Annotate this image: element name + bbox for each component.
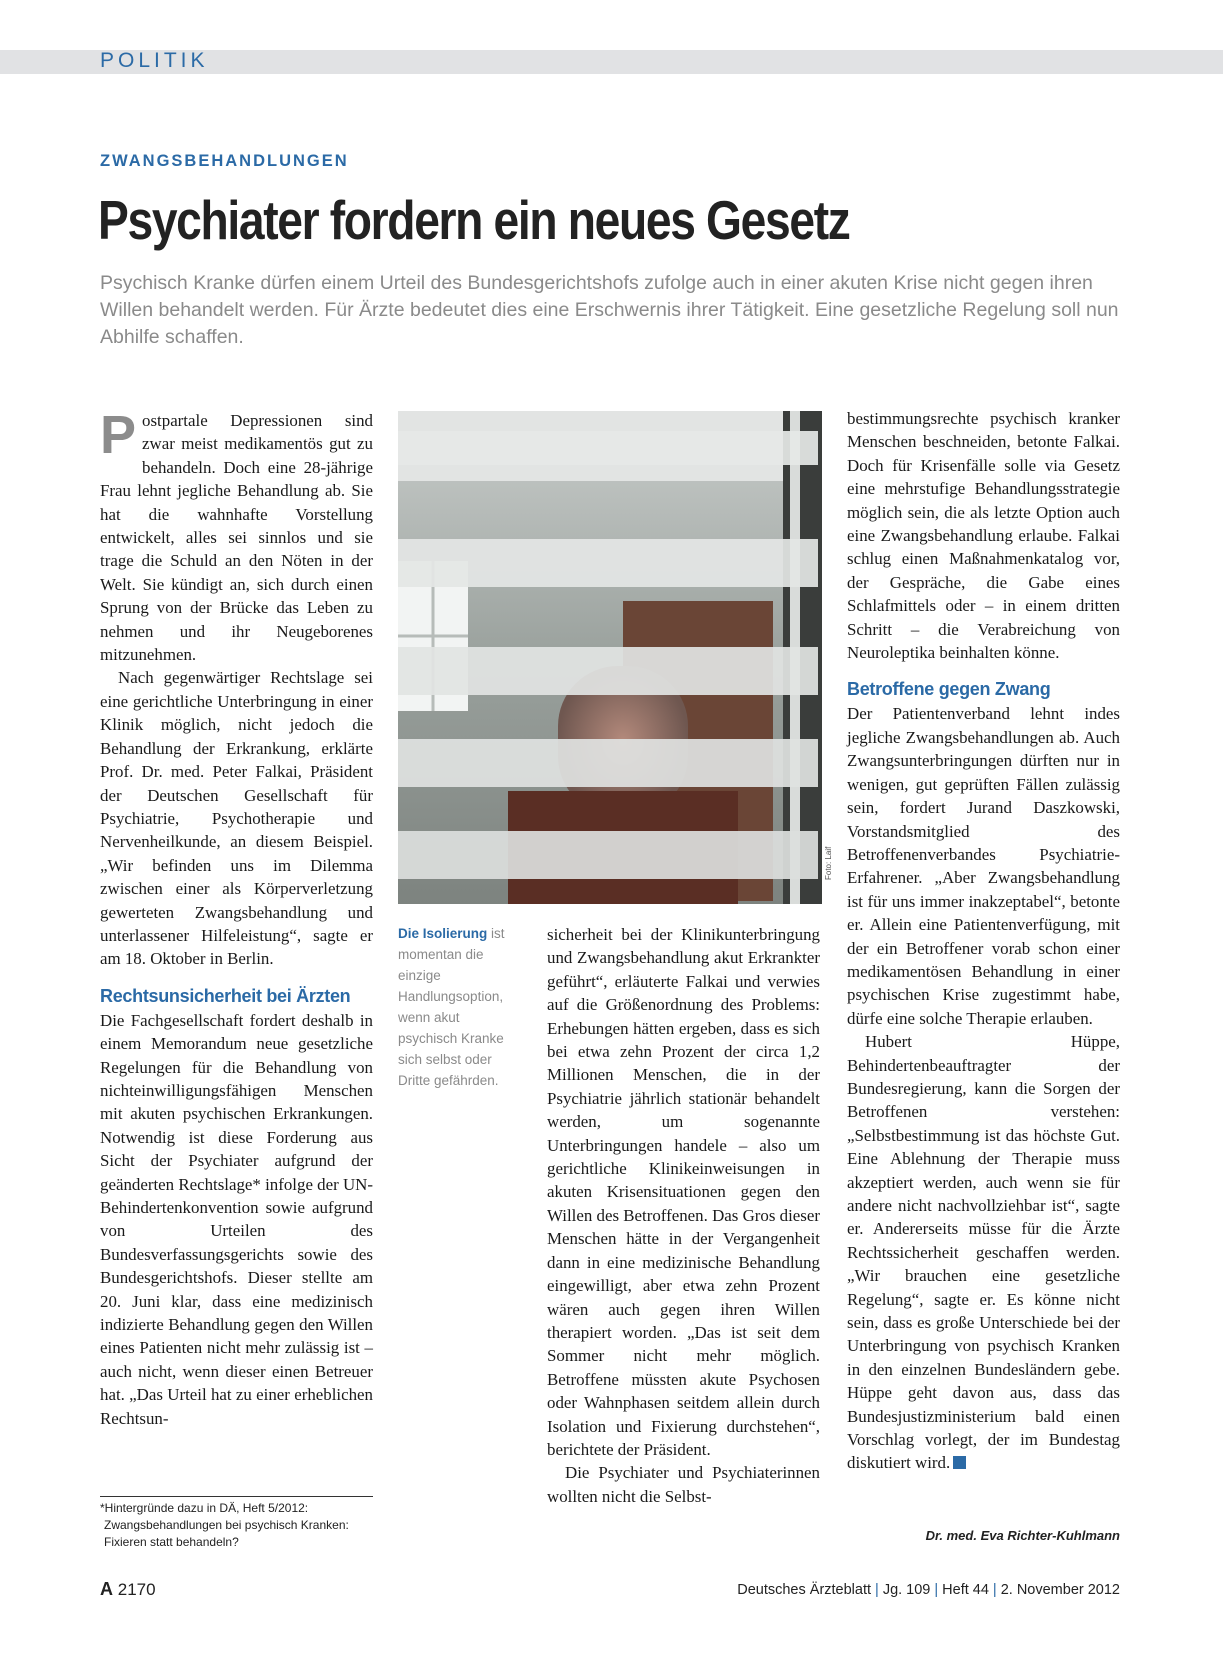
- drop-cap: P: [100, 405, 137, 465]
- journal-volume: Jg. 109: [882, 1582, 931, 1598]
- journal-issue: Heft 44: [942, 1582, 989, 1598]
- page-prefix: A: [100, 1579, 113, 1599]
- article-column-3: [847, 407, 1120, 1475]
- end-mark-icon: [953, 1456, 966, 1469]
- subheading: Betroffene gegen Zwang: [847, 679, 1051, 700]
- paragraph: [847, 1030, 1120, 1475]
- paragraph: [100, 405, 373, 666]
- footnote-line: Zwangsbehandlungen bei psychisch Kranken:: [104, 1518, 349, 1532]
- section-rubric: POLITIK: [100, 49, 209, 72]
- page-number-value: 2170: [117, 1580, 156, 1599]
- footnote-line: *Hintergründe dazu in DÄ, Heft 5/2012:: [100, 1501, 309, 1515]
- footnote: [100, 1500, 380, 1551]
- page-number: [100, 1579, 156, 1600]
- footnote-divider: [100, 1496, 373, 1497]
- article-headline: Psychiater fordern ein neues Gesetz: [98, 189, 850, 251]
- paragraph: sicherheit bei der Klinikunterbringung und Zwangsbehandlung akut Erkrankter geführt“, erläuterte Falkai und verwies auf die Größenordnung des Problems: Erhebungen hätten ergeben, dass es sich bei etwa zehn Prozent der circa 1,2 Millionen Menschen, die in der Psychiatrie jährlich stationär behandelt werden, um sogenannte Unterbringungen handele – also um gerichtliche Klinikeinweisungen in akuten Krisensituationen gegen den Willen des Betroffenen. Das Gros dieser Menschen hätte in der Vergangenheit dann in eine medizinische Behandlung eingewilligt, aber etwa zehn Prozent wären auch gegen ihren Willen therapiert worden. „Das ist seit dem Sommer nicht mehr möglich. Betroffene müssten akute Psychosen oder Wahnphasen seitdem allein durch Isolation und Fixierung durchstehen“, berichtete der Präsident.: [547, 925, 820, 1459]
- paragraph: Nach gegenwärtiger Rechtslage sei eine gerichtliche Unterbringung in einer Klinik möglich, nicht jedoch die Behandlung der Erkrankung, erklärte Prof. Dr. med. Peter Falkai, Präsident der Deutschen Gesellschaft für Psychiatrie, Psychotherapie und Nervenheilkunde, an diesem Beispiel. „Wir befinden uns im Dilemma zwischen einer als Körperverletzung gewerteten Zwangsbehandlung und unterlassener Hilfeleistung“, sagte er am 18. Oktober in Berlin.: [100, 668, 373, 969]
- article-column-2: [547, 923, 820, 1508]
- paragraph-text: ostpartale Depressionen sind zwar meist medikamentös gut zu behandeln. Doch eine 28-jährige Frau lehnt jegliche Behandlung ab. Sie hat die wahnhafte Vorstellung entwickelt, alles sei sinnlos und sie trage die Schuld an den Nöten in der Welt. Sie kündigt an, sich durch einen Sprung von der Brücke das Leben zu nehmen und ihr Neugeborenes mitzunehmen.: [100, 411, 373, 665]
- subheading: Rechtsunsicherheit bei Ärzten: [100, 985, 351, 1006]
- article-photo: [398, 411, 822, 904]
- journal-name: Deutsches Ärzteblatt: [737, 1582, 872, 1598]
- paragraph: Der Patientenverband lehnt indes jegliche Zwangsbehandlungen ab. Auch Zwangsunterbringungen dürften nur in wenigen, gut geprüften Fällen zulässig sein, fordert Jurand Daszkowski, Vorstandsmitglied des Betroffenenverbandes Psychiatrie-Erfahrener. „Aber Zwangsbehandlung ist für uns immer inakzeptabel“, betonte er. Allein eine Patientenverfügung, mit der ein Betroffener vorab schon einer medikamentösen Behandlung in einer psychischen Krise zugestimmt habe, dürfe eine solche Therapie erlauben.: [847, 704, 1120, 1028]
- article-kicker: ZWANGSBEHANDLUNGEN: [100, 152, 349, 170]
- photo-credit: Foto: Laif: [824, 846, 833, 880]
- journal-imprint: [737, 1582, 1120, 1598]
- paragraph: Die Psychiater und Psychiaterinnen wollten nicht die Selbst-: [547, 1463, 820, 1506]
- journal-date: 2. November 2012: [1000, 1582, 1120, 1598]
- paragraph-text: Hubert Hüppe, Behindertenbeauftragter der Bundesregierung, kann die Sorgen der Betroffenen verstehen: „Selbstbestimmung ist das höchste Gut. Eine Ablehnung der Therapie muss akzeptiert werden, auch wenn sie für andere nicht nachvollziehbar ist“, sagte er. Andererseits müsse für die Ärzte Rechtssicherheit geschaffen werden. „Wir brauchen eine gesetzliche Regelung“, sagte er. Es könne nicht sein, dass es große Unterschiede bei der Unterbringung von psychisch Kranken in den einzelnen Bundesländern gebe. Hüppe geht davon aus, dass das Bundesjustizministerium bald einen Vorschlag vorlegt, der im Bundestag diskutiert wird.: [847, 1032, 1120, 1473]
- caption-lead: Die Isolierung: [398, 926, 488, 941]
- paragraph: Die Fachgesellschaft fordert deshalb in einem Memorandum neue gesetzliche Regelungen für die Behandlung von nichteinwilligungsfähigen Menschen mit akuten psychischen Erkrankungen. Notwendig ist diese Forderung aus Sicht der Psychiater aufgrund der geänderten Rechtslage* infolge der UN-Behindertenkonvention sowie aufgrund von Urteilen des Bundesverfassungsgerichts sowie des Bundesgerichtshofs. Dieser stellte am 20. Juni klar, dass eine medizinisch indizierte Behandlung gegen den Willen eines Patienten nicht mehr zulässig ist – auch nicht, wenn dieser einen Betreuer hat. „Das Urteil hat zu einer erheblichen Rechtsun-: [100, 1010, 373, 1428]
- photo-caption: [398, 923, 516, 1091]
- separator: |: [992, 1582, 997, 1598]
- photo-image: [398, 411, 822, 904]
- author-byline: Dr. med. Eva Richter-Kuhlmann: [925, 1528, 1120, 1543]
- separator: |: [875, 1582, 879, 1598]
- caption-text: ist momentan die einzige Handlungsoption, wenn akut psychisch Kranke sich selbst oder Dritte gefährden.: [398, 926, 505, 1088]
- footnote-line: Fixieren statt behandeln?: [104, 1535, 239, 1549]
- article-column-1: [100, 405, 373, 1430]
- paragraph: bestimmungsrechte psychisch kranker Menschen beschneiden, betonte Falkai. Doch für Krisenfälle solle via Gesetz eine mehrstufige Behandlungsstrategie möglich sein, die als letzte Option auch eine Zwangsbehandlung erlaube. Falkai schlug einen Maßnahmenkatalog vor, der Gespräche, die Gabe eines Schlafmittels oder – in einem dritten Schritt – die Verabreichung von Neuroleptika beinhalten könne.: [847, 409, 1120, 663]
- article-lead: Psychisch Kranke dürfen einem Urteil des Bundesgerichtshofs zufolge auch in einer akuten Krise nicht gegen ihren Willen behandelt werden. Für Ärzte bedeutet dies eine Erschwernis ihrer Tätigkeit. Eine gesetzliche Regelung soll nun Abhilfe schaffen.: [100, 272, 1119, 348]
- separator: |: [934, 1582, 939, 1598]
